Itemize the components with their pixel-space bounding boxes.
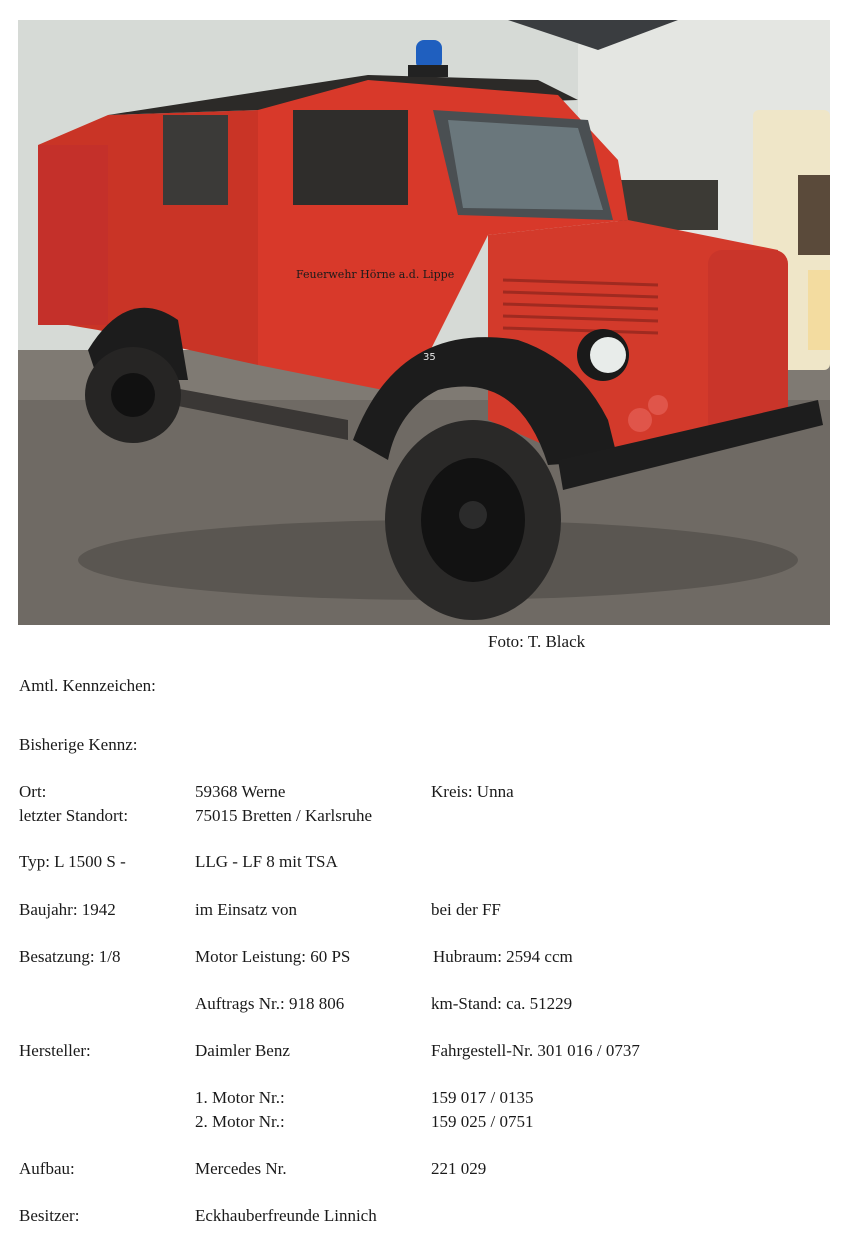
hersteller-label: Hersteller: xyxy=(19,1041,91,1060)
kennzeichen-label: Amtl. Kennzeichen: xyxy=(19,676,156,695)
fire-truck-illustration xyxy=(18,20,830,625)
motor-leistung: Motor Leistung: 60 PS xyxy=(195,947,351,966)
standort-value: 75015 Bretten / Karlsruhe xyxy=(195,806,373,825)
bisherige-label: Bisherige Kennz: xyxy=(19,735,138,754)
baujahr: Baujahr: 1942 xyxy=(19,900,116,919)
hersteller-value: Daimler Benz xyxy=(195,1041,290,1060)
besitzer-label: Besitzer: xyxy=(19,1206,80,1225)
hubraum: Hubraum: 2594 ccm xyxy=(433,947,573,966)
motor1-value: 159 017 / 0135 xyxy=(431,1088,534,1107)
ort-label: Ort: xyxy=(19,782,47,801)
aufbau-value: Mercedes Nr. xyxy=(195,1159,287,1178)
motor1-label: 1. Motor Nr.: xyxy=(195,1088,285,1107)
km-stand: km-Stand: ca. 51229 xyxy=(431,994,573,1013)
besatzung: Besatzung: 1/8 xyxy=(19,947,121,966)
aufbau-label: Aufbau: xyxy=(19,1159,75,1178)
ff-label: bei der FF xyxy=(431,900,501,919)
standort-label: letzter Standort: xyxy=(19,806,129,825)
fire-truck-photo xyxy=(18,20,830,625)
door-lettering: Feuerwehr Hörne a.d. Lippe xyxy=(296,268,455,281)
motor2-value: 159 025 / 0751 xyxy=(431,1112,534,1131)
ort-value: 59368 Werne xyxy=(195,782,286,801)
typ-label: Typ: L 1500 S - xyxy=(19,852,126,871)
motor2-label: 2. Motor Nr.: xyxy=(195,1112,285,1131)
auftrags-nr: Auftrags Nr.: 918 806 xyxy=(195,994,345,1013)
fender-number: 35 xyxy=(423,352,436,363)
kreis-value: Kreis: Unna xyxy=(431,782,514,801)
besitzer-value: Eckhauberfreunde Linnich xyxy=(195,1206,377,1225)
einsatz-label: im Einsatz von xyxy=(195,900,297,919)
photo-caption: Foto: T. Black xyxy=(488,632,586,651)
typ-value: LLG - LF 8 mit TSA xyxy=(195,852,338,871)
aufbau-nr: 221 029 xyxy=(431,1159,487,1178)
fahrgestell-nr: Fahrgestell-Nr. 301 016 / 0737 xyxy=(431,1041,640,1060)
